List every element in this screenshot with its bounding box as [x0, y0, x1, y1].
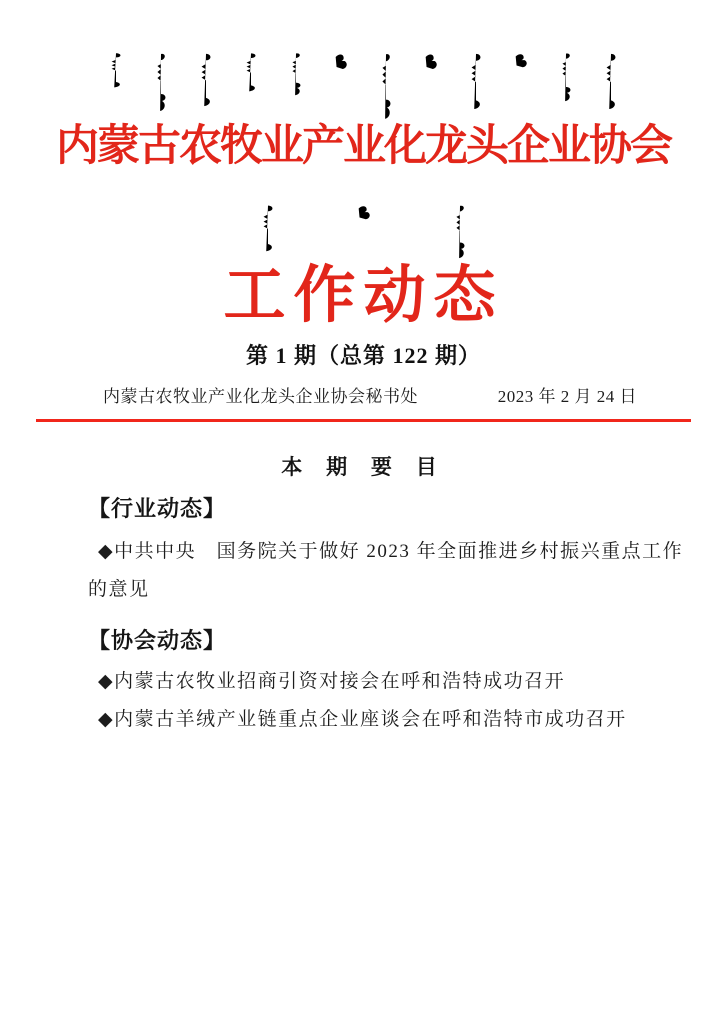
mongolian-script-subtitle-row: [0, 204, 727, 259]
mongolian-word-icon: [243, 52, 259, 92]
toc-item-line: ◆中共中央 国务院关于做好 2023 年全面推进乡村振兴重点工作: [98, 540, 684, 562]
mongolian-word-icon: [513, 52, 529, 70]
publication-info-row: [0, 382, 727, 406]
toc-item-line: ◆内蒙古农牧业招商引资对接会在呼和浩特成功召开: [98, 670, 566, 692]
mongolian-word-icon: [198, 52, 214, 107]
mongolian-word-icon: [260, 204, 276, 252]
mongolian-word-icon: [452, 204, 468, 259]
newsletter-page: [0, 52, 727, 1018]
toc-title: 本 期 要 目: [281, 456, 446, 480]
mongolian-word-icon: [356, 204, 372, 222]
mongolian-word-icon: [333, 52, 349, 72]
publish-date: 2023 年 2 月 24 日: [497, 386, 637, 406]
mongolian-word-icon: [423, 52, 439, 72]
section-heading-industry-news: 【行业动态】: [88, 496, 227, 522]
mongolian-word-icon: [468, 52, 484, 110]
mongolian-word-icon: [603, 52, 619, 110]
red-divider-line: [36, 419, 691, 422]
toc-item-line: ◆内蒙古羊绒产业链重点企业座谈会在呼和浩特市成功召开: [98, 708, 627, 730]
issue-number-line: 第 1 期（总第 122 期）: [245, 343, 481, 369]
bulletin-title: 工作动态: [223, 262, 504, 331]
toc-item-line-continuation: 的意见: [88, 578, 150, 600]
toc-body: [0, 496, 727, 736]
mongolian-word-icon: [288, 52, 304, 96]
mongolian-word-icon: [108, 52, 124, 88]
section-heading-association-news: 【协会动态】: [88, 628, 227, 654]
mongolian-word-icon: [153, 52, 169, 112]
publisher-name: 内蒙古农牧业产业化龙头企业协会秘书处: [103, 386, 418, 406]
mongolian-word-icon: [378, 52, 394, 120]
mongolian-script-title-row: [0, 52, 727, 122]
mongolian-word-icon: [558, 52, 574, 102]
association-title: 内蒙古农牧业产业化龙头企业协会: [56, 123, 671, 170]
